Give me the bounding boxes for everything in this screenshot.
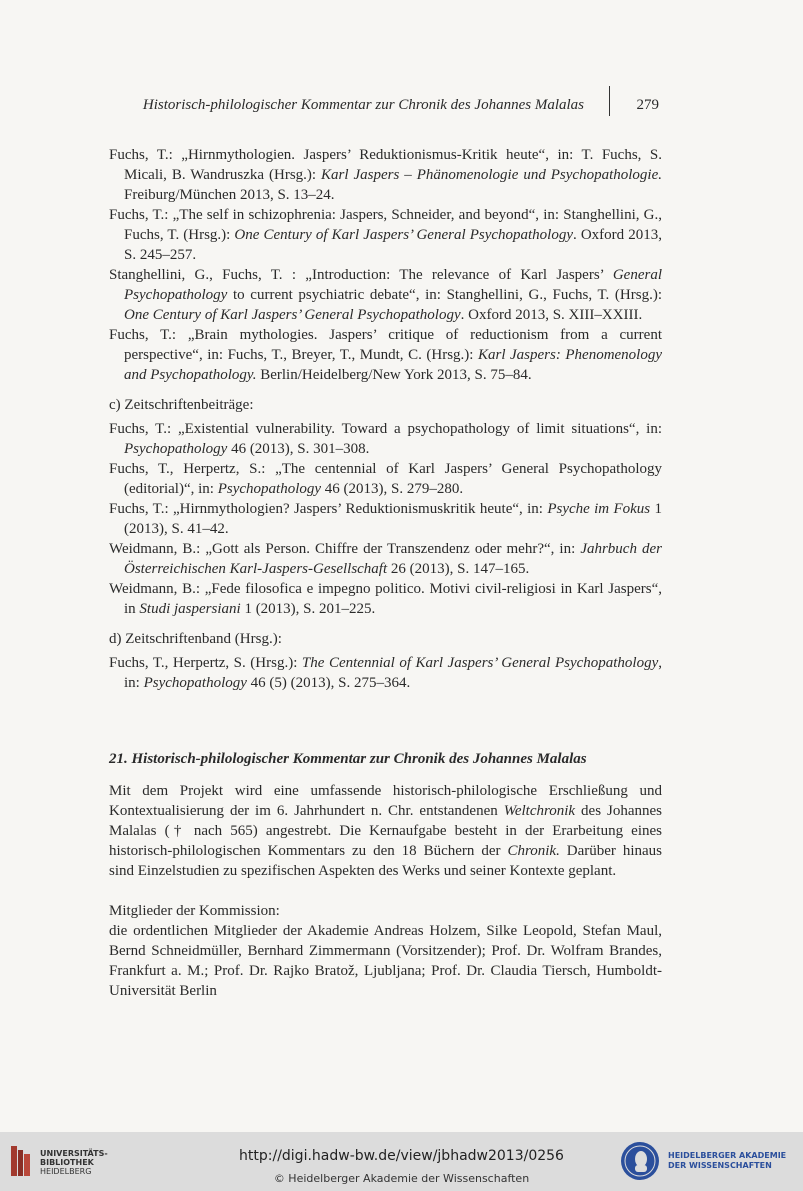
permalink-url[interactable]: http://digi.hadw-bw.de/view/jbhadw2013/0256	[239, 1148, 564, 1164]
running-title: Historisch-philologischer Kommentar zur Chronik des Johannes Malalas	[142, 97, 584, 113]
university-library-name: UNIVERSITÄTS- BIBLIOTHEK HEIDELBERG	[40, 1149, 108, 1176]
reference-entry: Fuchs, T., Herpertz, S.: „The centennial of Karl Jaspers’ General Psychopathology (editorial)“, in: Psychopathology 46 (2013), S. 279–280.	[109, 461, 662, 497]
reference-entry: Weidmann, B.: „Fede filosofica e impegno politico. Motivi civil-religiosi in Karl Jaspers“, in Studi jaspersiani 1 (2013), S. 201–225.	[109, 581, 662, 617]
reference-entry: Fuchs, T., Herpertz, S. (Hrsg.): The Centennial of Karl Jaspers’ General Psychopathology, in: Psychopathology 46 (5) (2013), S. 275–364.	[109, 655, 662, 691]
academy-name: HEIDELBERGER AKADEMIE DER WISSENSCHAFTEN	[668, 1151, 787, 1170]
reference-entry: Fuchs, T.: „The self in schizophrenia: Jaspers, Schneider, and beyond“, in: Stanghellini, G., Fuchs, T. (Hrsg.): One Century of Karl Jaspers’ General Psychopathology. Oxford 2013, S. 245–257.	[109, 207, 662, 263]
running-head	[100, 94, 662, 118]
reference-entry: Fuchs, T.: „Existential vulnerability. Toward a psychopathology of limit situations“, in: Psychopathology 46 (2013), S. 301–308.	[109, 421, 662, 457]
subsection-heading-c: c) Zeitschriftenbeiträge:	[109, 397, 254, 413]
reference-entry: Fuchs, T.: „Hirnmythologien. Jaspers’ Reduktionismus-Kritik heute“, in: T. Fuchs, S. Micali, B. Wandruszka (Hrsg.): Karl Jaspers – Phänomenologie und Psychopathologie. Freiburg/München 2013, S. 13–24.	[109, 147, 662, 203]
subsection-heading-d: d) Zeitschriftenband (Hrsg.):	[109, 631, 282, 647]
reference-entry: Fuchs, T.: „Brain mythologies. Jaspers’ critique of reductionism from a current perspective“, in: Fuchs, T., Breyer, T., Mundt, C. (Hrsg.): Karl Jaspers: Phenomenology and Psychopathology. Berlin/Heidelberg/New York 2013, S. 75–84.	[109, 327, 663, 383]
members-label: Mitglieder der Kommission:	[109, 903, 280, 919]
section-title: 21. Historisch-philologischer Kommentar zur Chronik des Johannes Malalas	[109, 751, 587, 767]
page-number: 279	[636, 97, 659, 113]
reference-entry: Weidmann, B.: „Gott als Person. Chiffre der Transzendenz oder mehr?“, in: Jahrbuch der Österreichischen Karl-Jaspers-Gesellschaft 26 (2013), S. 147–165.	[109, 541, 662, 577]
header-rule	[609, 86, 610, 116]
academy-seal-icon	[620, 1141, 660, 1181]
copyright-notice: © Heidelberger Akademie der Wissenschaften	[273, 1172, 530, 1185]
footer-bar	[0, 1132, 803, 1191]
members-list: die ordentlichen Mitglieder der Akademie Andreas Holzem, Silke Leopold, Stefan Maul, Bernd Schneidmüller, Bernhard Zimmermann (Vorsitzender); Prof. Dr. Wolfram Brandes, Frankfurt a. M.; Prof. Dr. Rajko Bratož, Ljubljana; Prof. Dr. Claudia Tiersch, Humboldt-Universität Berlin	[109, 923, 662, 999]
project-description: Mit dem Projekt wird eine umfassende historisch-philologische Erschließung und Kontextualisierung der im 6. Jahrhundert n. Chr. entstandenen Weltchronik des Johannes Malalas († nach 565) angestrebt. Die Kernaufgabe besteht in der Erarbeitung eines historisch-philologischen Kommentars zu den 18 Büchern der Chronik. Darüber hinaus sind Einzelstudien zu spezifischen Aspekten des Werks und seiner Kontexte geplant.	[109, 783, 662, 879]
reference-entry: Fuchs, T.: „Hirnmythologien? Jaspers’ Reduktionismuskritik heute“, in: Psyche im Fokus 1 (2013), S. 41–42.	[109, 501, 663, 537]
reference-entry: Stanghellini, G., Fuchs, T. : „Introduction: The relevance of Karl Jaspers’ General Psychopathology to current psychiatric debate“, in: Stanghellini, G., Fuchs, T. (Hrsg.): One Century of Karl Jaspers’ General Psychopathology. Oxford 2013, S. XIII–XXIII.	[109, 267, 662, 323]
content	[109, 145, 662, 1001]
